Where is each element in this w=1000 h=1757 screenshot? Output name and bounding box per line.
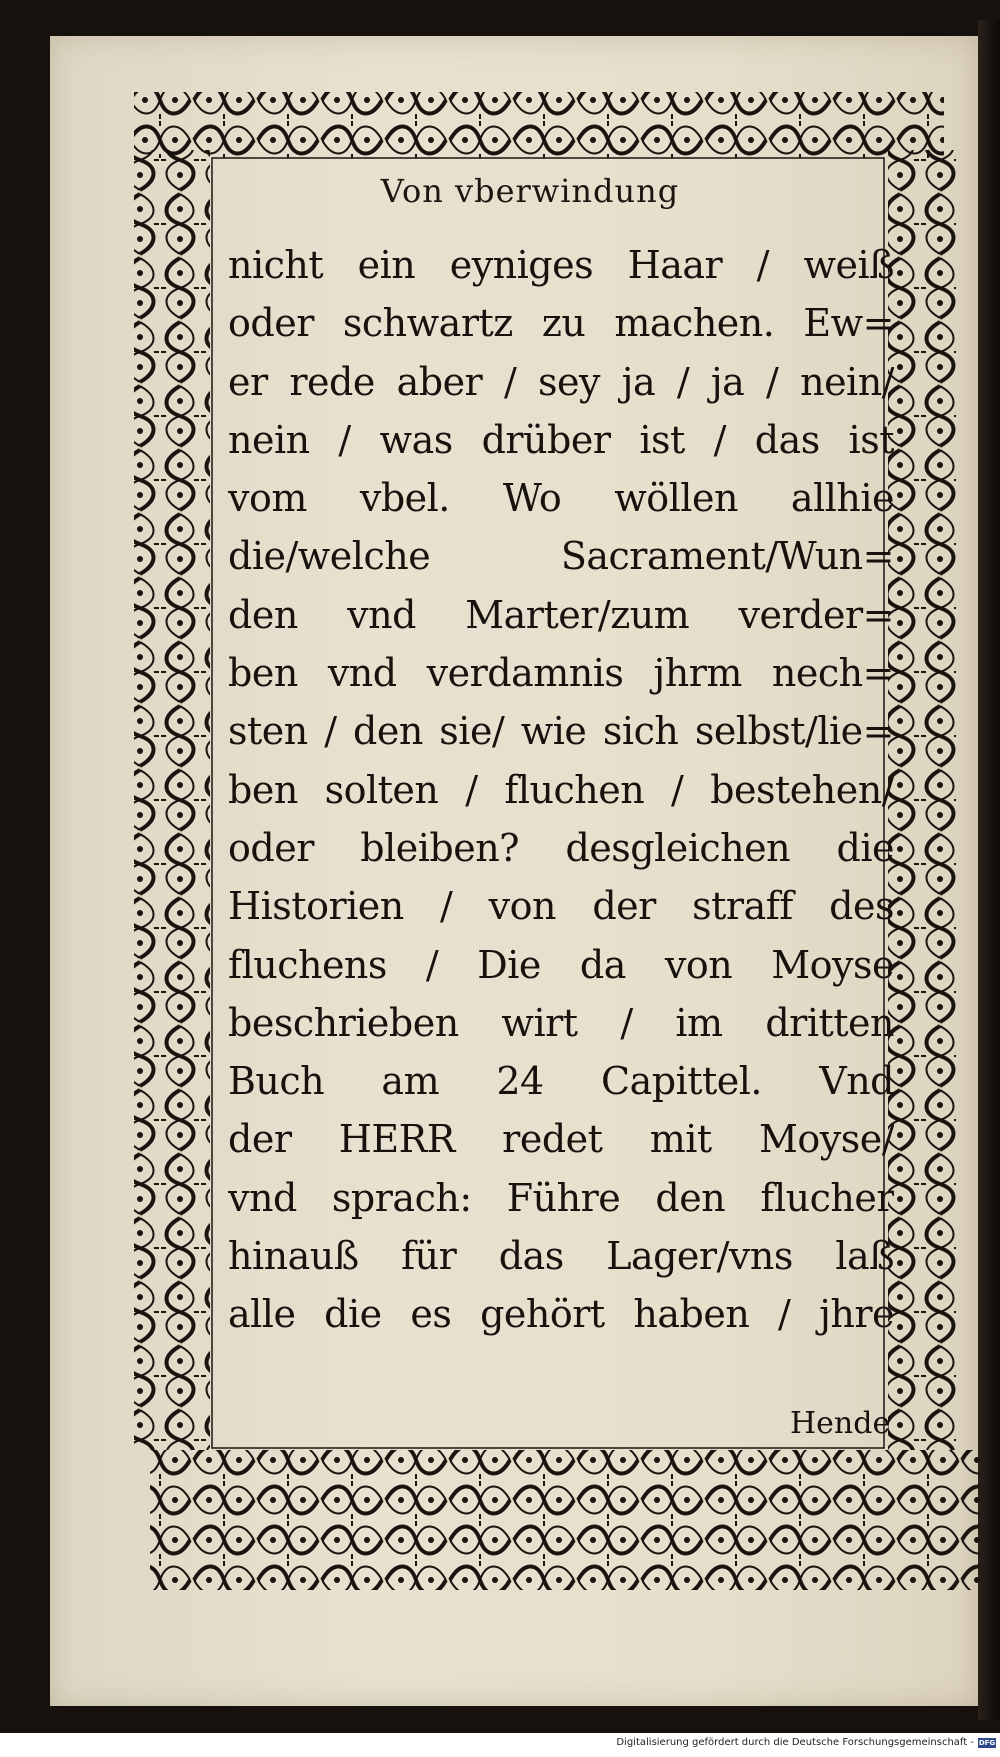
body-text: [228, 236, 894, 1344]
text-line: Historien / von der straff des: [228, 884, 894, 929]
catchword: Hende: [790, 1406, 891, 1441]
text-line: vom vbel. Wo wöllen allhie: [228, 476, 894, 521]
text-line: fluchens / Die da von Moyse: [228, 942, 894, 987]
text-line: nicht ein eyniges Haar / weiß: [228, 243, 894, 287]
text-line: die/welche Sacrament/Wun=: [228, 534, 894, 579]
text-line: nein / was drüber ist / das ist: [228, 417, 894, 462]
text-line: ben solten / fluchen / bestehen/: [228, 767, 894, 812]
border-left: [134, 150, 210, 1450]
text-line: beschrieben wirt / im dritten: [228, 1000, 894, 1045]
text-line: er rede aber / sey ja / ja / nein/: [228, 359, 894, 404]
text-line: alle die es gehört haben / jhre: [228, 1292, 894, 1337]
footer-credit: Digitalisierung gefördert durch die Deutsche Forschungsgemeinschaft -: [616, 1737, 974, 1748]
text-line: Buch am 24 Capittel. Vnd: [228, 1059, 894, 1104]
text-line: oder bleiben? desgleichen die: [228, 825, 894, 870]
text-line: der HERR redet mit Moyse/: [228, 1117, 894, 1162]
running-head: Von vberwindung: [380, 172, 680, 210]
text-line: den vnd Marter/zum verder=: [228, 592, 894, 637]
text-line: ben vnd verdamnis jhrm nech=: [228, 651, 894, 696]
text-line: hinauß für das Lager/vns laß: [228, 1234, 894, 1279]
text-line: oder schwartz zu machen. Ew=: [228, 301, 894, 346]
text-line: vnd sprach: Führe den flucher: [228, 1175, 894, 1220]
border-right: [888, 150, 956, 1450]
text-line: sten / den sie/ wie sich selbst/lie=: [228, 709, 894, 754]
dfg-logo[interactable]: DFG: [978, 1739, 996, 1747]
border-top: [134, 92, 944, 158]
border-bottom: [150, 1450, 980, 1590]
